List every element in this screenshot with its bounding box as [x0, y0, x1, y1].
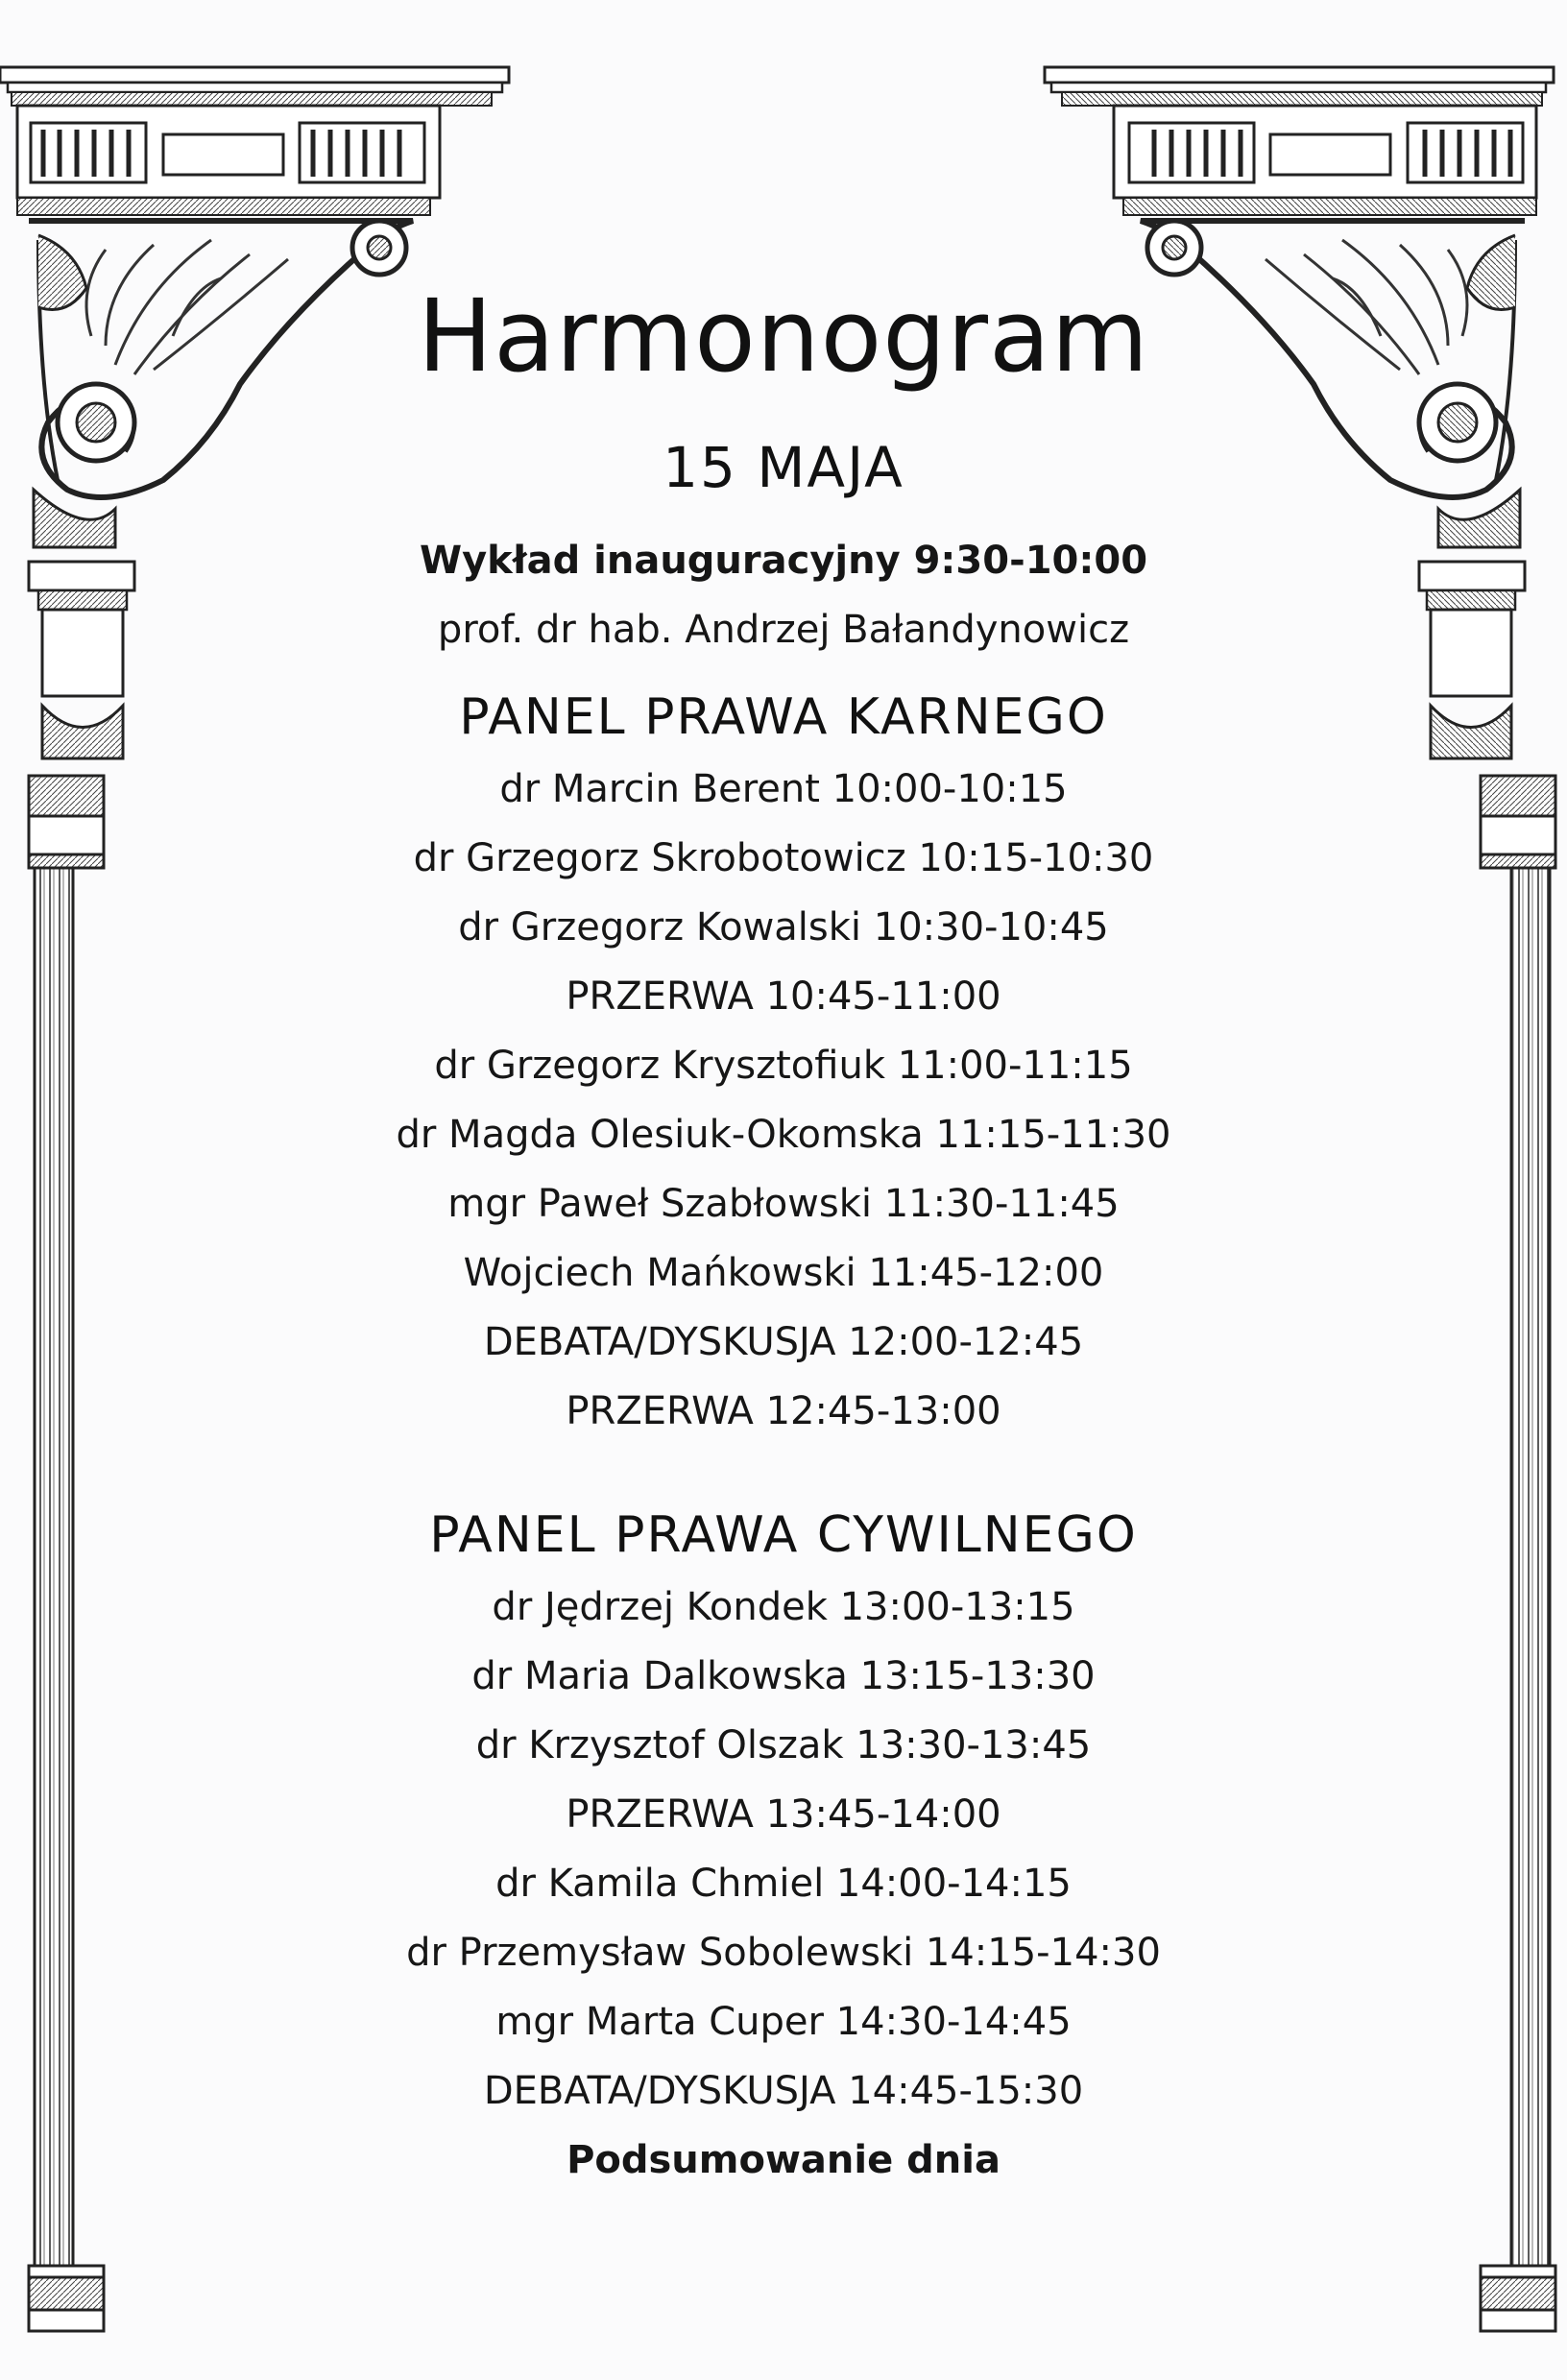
schedule-item: dr Grzegorz Kowalski 10:30-10:45 [458, 905, 1109, 950]
closing-summary: Podsumowanie dnia [567, 2138, 1000, 2182]
schedule-item: dr Maria Dalkowska 13:15-13:30 [471, 1654, 1096, 1698]
schedule-item: dr Jędrzej Kondek 13:00-13:15 [492, 1585, 1075, 1629]
break-item: PRZERWA 10:45-11:00 [566, 974, 1001, 1019]
schedule-item: dr Grzegorz Krysztofiuk 11:00-11:15 [434, 1044, 1133, 1088]
page-title: Harmonogram [417, 277, 1150, 395]
break-item: PRZERWA 13:45-14:00 [566, 1792, 1001, 1837]
schedule-item: dr Przemysław Sobolewski 14:15-14:30 [406, 1931, 1161, 1975]
panel-criminal-heading: PANEL PRAWA KARNEGO [459, 688, 1108, 746]
schedule-item: dr Grzegorz Skrobotowicz 10:15-10:30 [413, 836, 1154, 880]
schedule-item: mgr Marta Cuper 14:30-14:45 [495, 2000, 1072, 2044]
schedule-content [288, 278, 1279, 2195]
break-item: PRZERWA 12:45-13:00 [566, 1389, 1001, 1433]
debate-item: DEBATA/DYSKUSJA 12:00-12:45 [483, 1320, 1084, 1364]
event-date: 15 MAJA [663, 435, 904, 500]
panel-civil-heading: PANEL PRAWA CYWILNEGO [429, 1506, 1138, 1564]
schedule-item: Wojciech Mańkowski 11:45-12:00 [463, 1251, 1104, 1295]
debate-item: DEBATA/DYSKUSJA 14:45-15:30 [483, 2069, 1084, 2113]
schedule-item: dr Magda Olesiuk-Okomska 11:15-11:30 [396, 1113, 1171, 1157]
schedule-item: dr Marcin Berent 10:00-10:15 [499, 767, 1068, 811]
inaugural-lecture: Wykład inauguracyjny 9:30-10:00 [419, 539, 1148, 583]
schedule-item: mgr Paweł Szabłowski 11:30-11:45 [447, 1182, 1120, 1226]
schedule-item: dr Kamila Chmiel 14:00-14:15 [495, 1862, 1072, 1906]
inaugural-speaker: prof. dr hab. Andrzej Bałandynowicz [437, 608, 1130, 652]
schedule-item: dr Krzysztof Olszak 13:30-13:45 [475, 1723, 1092, 1767]
